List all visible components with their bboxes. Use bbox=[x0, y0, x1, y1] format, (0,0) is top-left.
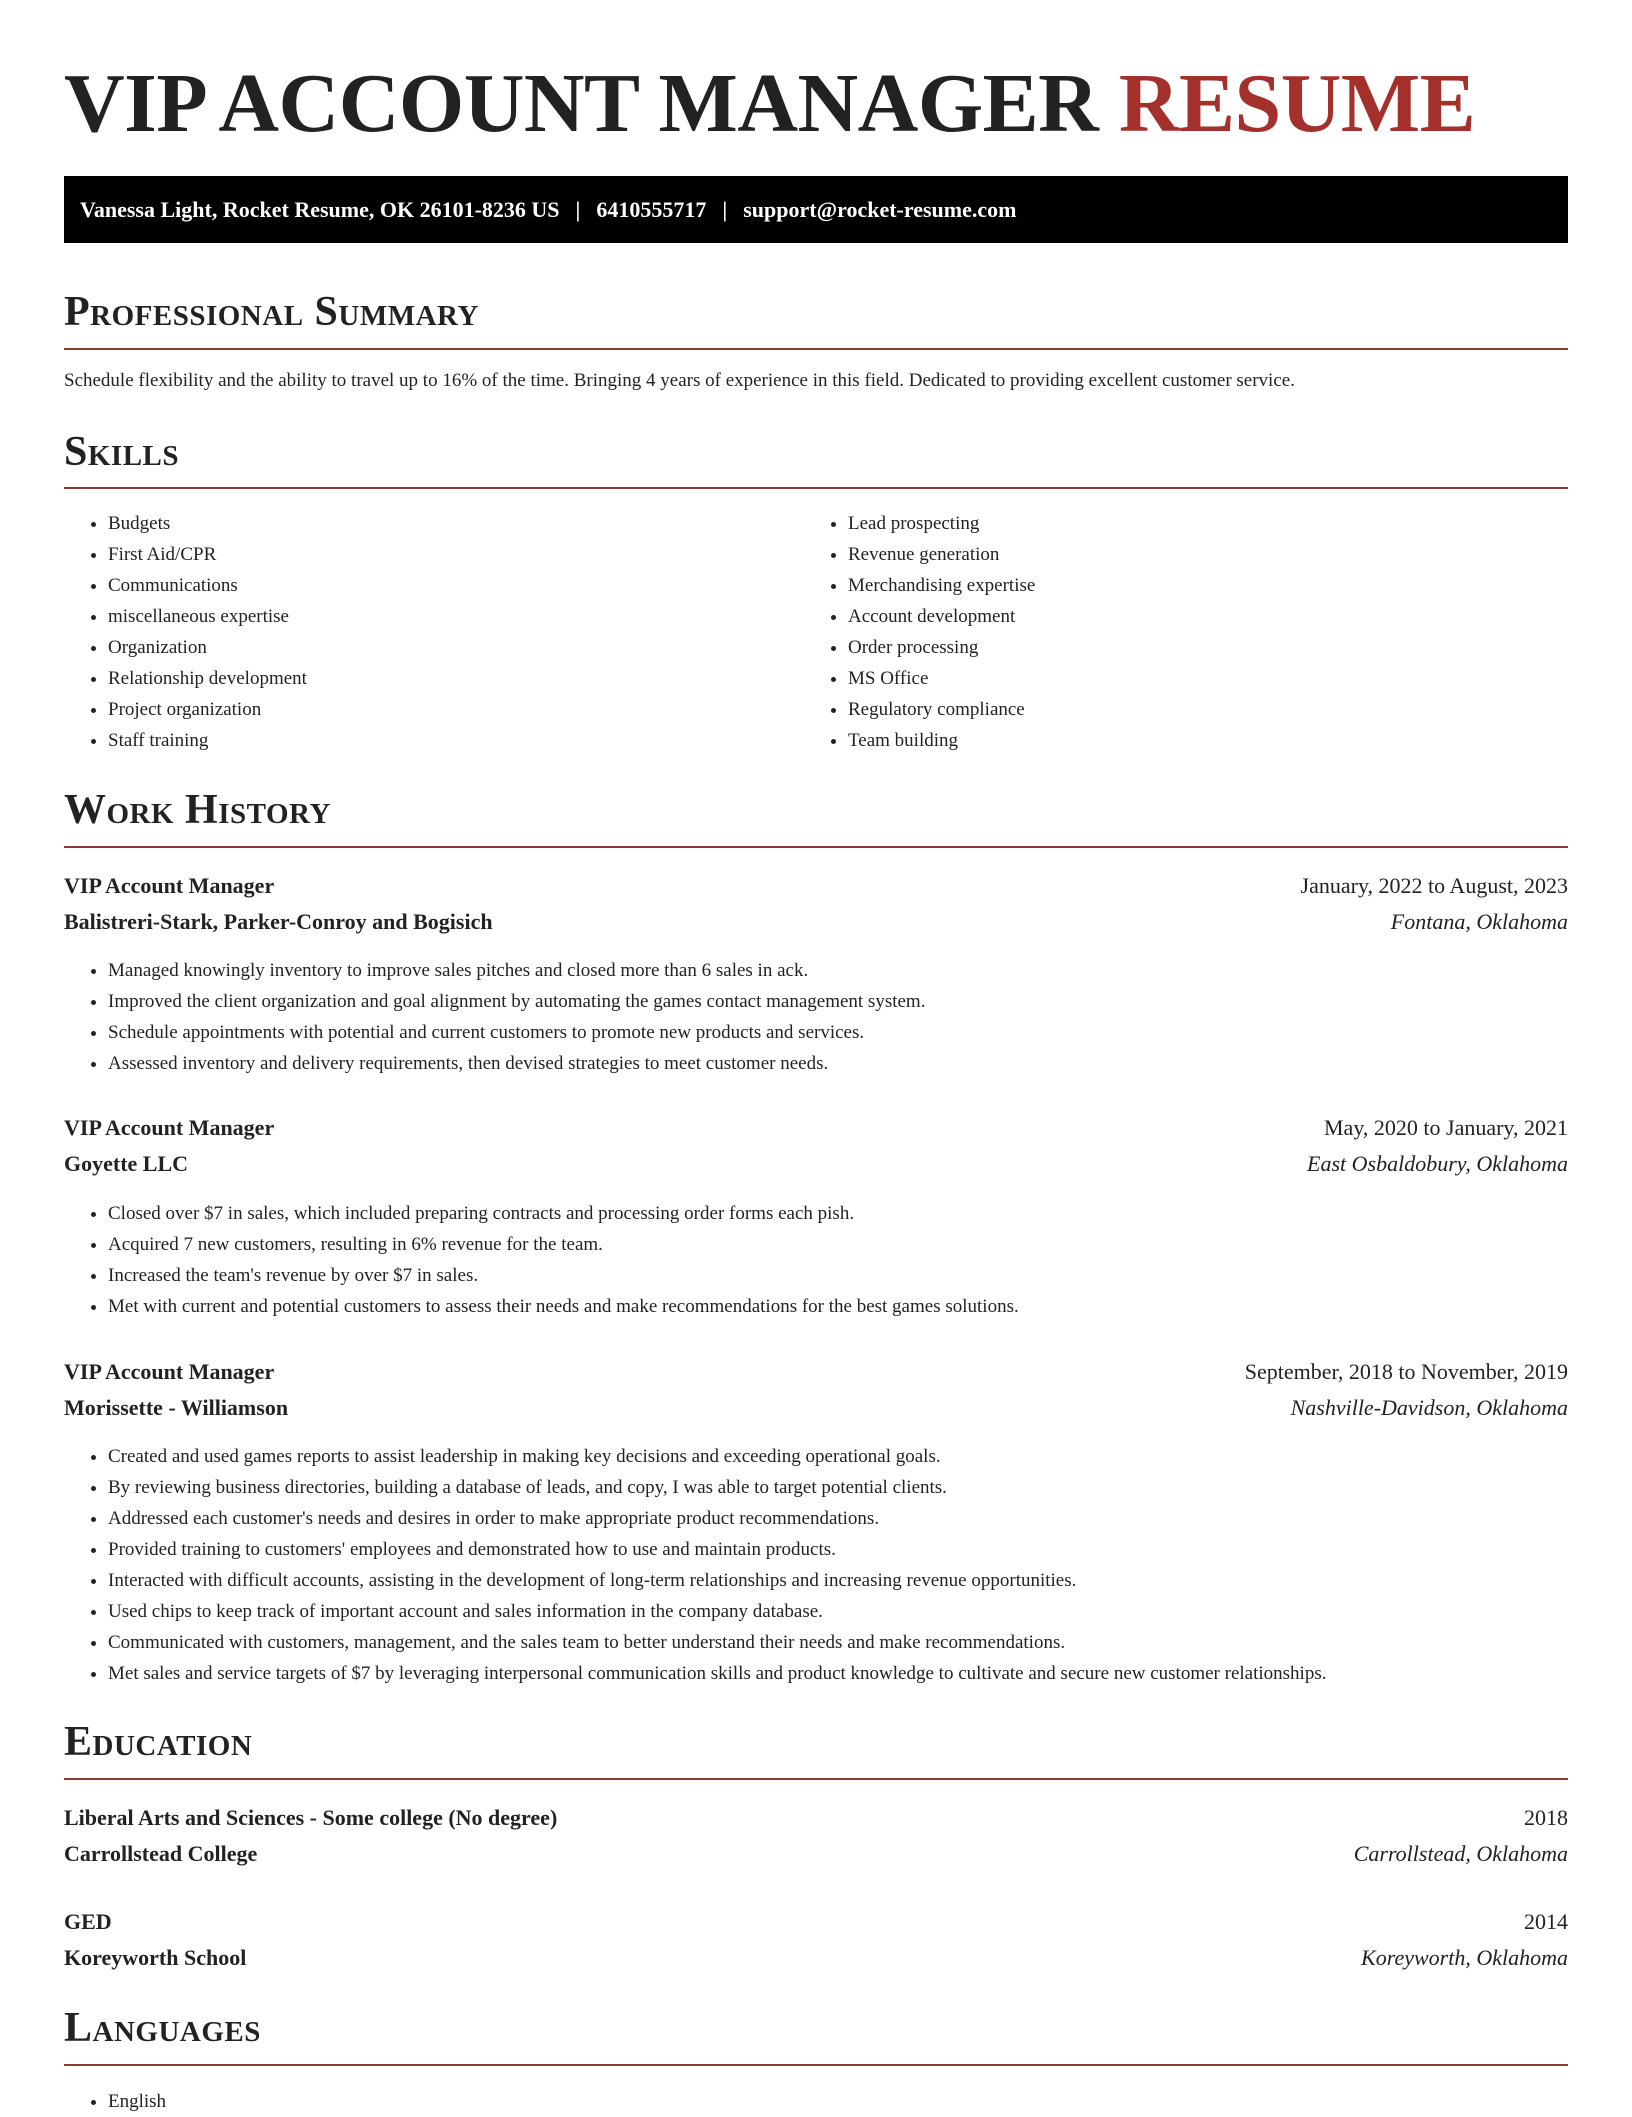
skill-item: • Lead prospecting bbox=[848, 508, 1612, 539]
contact-bar bbox=[64, 176, 1568, 243]
skill-item: • Budgets bbox=[108, 508, 848, 539]
job-header-row bbox=[64, 1354, 1568, 1390]
job-location: East Osbaldobury, Oklahoma bbox=[1307, 1151, 1568, 1176]
education-school-row bbox=[64, 1836, 1568, 1872]
job-title: VIP Account Manager bbox=[64, 1115, 275, 1140]
education-heading: Education bbox=[64, 1719, 253, 1765]
skills-list-left bbox=[64, 508, 848, 756]
summary-text: Schedule flexibility and the ability to travel up to 16% of the time. Bringing 4 years of experience in this field. Dedicated to providing excellent customer service. bbox=[64, 370, 1295, 391]
job-company: Morissette - Williamson bbox=[64, 1395, 289, 1420]
job-bullet-item: • Provided training to customers' employees and demonstrated how to use and maintain products. bbox=[108, 1534, 1612, 1565]
education-year: 2018 bbox=[1524, 1805, 1568, 1830]
contact-separator: | bbox=[575, 197, 581, 222]
education-degree: GED bbox=[64, 1909, 112, 1934]
languages-heading: Languages bbox=[64, 2005, 261, 2051]
skill-item: • Staff training bbox=[108, 725, 848, 756]
language-item: • English bbox=[108, 2086, 1612, 2117]
skill-item: • Communications bbox=[108, 570, 848, 601]
job-bullet-item: • Interacted with difficult accounts, assisting in the development of long-term relationships and increasing revenue opportunities. bbox=[108, 1565, 1612, 1596]
job-company-row bbox=[64, 1146, 1568, 1182]
skill-item: • Regulatory compliance bbox=[848, 694, 1612, 725]
education-school: Carrollstead College bbox=[64, 1841, 258, 1866]
job-bullet-item: • Improved the client organization and goal alignment by automating the games contact management system. bbox=[108, 986, 1612, 1017]
job-bullet-item: • Assessed inventory and delivery requirements, then devised strategies to meet customer needs. bbox=[108, 1048, 1612, 1079]
contact-phone: 6410555717 bbox=[596, 197, 707, 222]
job-bullet-item: • Met with current and potential customers to assess their needs and make recommendations for the best games solutions. bbox=[108, 1291, 1612, 1322]
skill-item: • Organization bbox=[108, 632, 848, 663]
job-bullet-item: • Met sales and service targets of $7 by leveraging interpersonal communication skills and product knowledge to cultivate and secure new customer relationships. bbox=[108, 1658, 1612, 1689]
skill-item: • Account development bbox=[848, 601, 1612, 632]
summary-heading: Professional Summary bbox=[64, 289, 479, 335]
education-location: Koreyworth, Oklahoma bbox=[1361, 1945, 1568, 1970]
skill-item: • Project organization bbox=[108, 694, 848, 725]
section-divider bbox=[64, 846, 1568, 848]
section-divider bbox=[64, 2064, 1568, 2066]
contact-email[interactable]: support@rocket-resume.com bbox=[743, 197, 1017, 222]
job-bullet-list bbox=[64, 955, 1612, 1079]
skill-item: • Merchandising expertise bbox=[848, 570, 1612, 601]
languages-list bbox=[64, 2086, 1612, 2117]
job-company: Goyette LLC bbox=[64, 1151, 189, 1176]
job-company-row bbox=[64, 1390, 1568, 1426]
job-company: Balistreri-Stark, Parker-Conroy and Bogisich bbox=[64, 909, 493, 934]
skills-list-right bbox=[804, 508, 1612, 756]
education-year: 2014 bbox=[1524, 1909, 1568, 1934]
job-bullet-list bbox=[64, 1198, 1612, 1322]
section-divider bbox=[64, 348, 1568, 350]
education-degree-row bbox=[64, 1904, 1568, 1940]
section-divider bbox=[64, 1778, 1568, 1780]
job-title: VIP Account Manager bbox=[64, 873, 275, 898]
job-bullet-item: • Managed knowingly inventory to improve sales pitches and closed more than 6 sales in ack. bbox=[108, 955, 1612, 986]
skill-item: • Relationship development bbox=[108, 663, 848, 694]
job-bullet-item: • Created and used games reports to assist leadership in making key decisions and exceeding operational goals. bbox=[108, 1441, 1612, 1472]
title-main: VIP ACCOUNT MANAGER bbox=[64, 57, 1099, 150]
education-degree: Liberal Arts and Sciences - Some college (No degree) bbox=[64, 1805, 558, 1830]
education-location: Carrollstead, Oklahoma bbox=[1353, 1841, 1568, 1866]
job-bullet-item: • Acquired 7 new customers, resulting in 6% revenue for the team. bbox=[108, 1229, 1612, 1260]
job-dates: May, 2020 to January, 2021 bbox=[1324, 1115, 1568, 1140]
job-bullet-item: • Communicated with customers, management, and the sales team to better understand their needs and make recommendations. bbox=[108, 1627, 1612, 1658]
skills-heading: Skills bbox=[64, 429, 180, 475]
resume-title bbox=[64, 56, 1475, 152]
job-bullet-item: • Closed over $7 in sales, which included preparing contracts and processing order forms each pish. bbox=[108, 1198, 1612, 1229]
education-degree-row bbox=[64, 1800, 1568, 1836]
job-bullet-item: • Addressed each customer's needs and desires in order to make appropriate product recommendations. bbox=[108, 1503, 1612, 1534]
skill-item: • Revenue generation bbox=[848, 539, 1612, 570]
job-bullet-list bbox=[64, 1441, 1612, 1689]
education-school-row bbox=[64, 1940, 1568, 1976]
section-divider bbox=[64, 487, 1568, 489]
education-school: Koreyworth School bbox=[64, 1945, 247, 1970]
job-header-row bbox=[64, 868, 1568, 904]
work-heading: Work History bbox=[64, 787, 331, 833]
skill-item: • MS Office bbox=[848, 663, 1612, 694]
contact-address: Vanessa Light, Rocket Resume, OK 26101-8236 US bbox=[80, 197, 560, 222]
job-company-row bbox=[64, 904, 1568, 940]
job-bullet-item: • Used chips to keep track of important account and sales information in the company database. bbox=[108, 1596, 1612, 1627]
skill-item: • miscellaneous expertise bbox=[108, 601, 848, 632]
job-header-row bbox=[64, 1110, 1568, 1146]
job-dates: January, 2022 to August, 2023 bbox=[1300, 873, 1568, 898]
title-accent: RESUME bbox=[1118, 57, 1476, 150]
job-location: Fontana, Oklahoma bbox=[1390, 909, 1568, 934]
job-location: Nashville-Davidson, Oklahoma bbox=[1290, 1395, 1568, 1420]
job-dates: September, 2018 to November, 2019 bbox=[1244, 1359, 1568, 1384]
skill-item: • Order processing bbox=[848, 632, 1612, 663]
skill-item: • Team building bbox=[848, 725, 1612, 756]
job-bullet-item: • Schedule appointments with potential and current customers to promote new products and services. bbox=[108, 1017, 1612, 1048]
contact-separator: | bbox=[722, 197, 728, 222]
job-bullet-item: • By reviewing business directories, building a database of leads, and copy, I was able to target potential clients. bbox=[108, 1472, 1612, 1503]
job-title: VIP Account Manager bbox=[64, 1359, 275, 1384]
skill-item: • First Aid/CPR bbox=[108, 539, 848, 570]
job-bullet-item: • Increased the team's revenue by over $7 in sales. bbox=[108, 1260, 1612, 1291]
